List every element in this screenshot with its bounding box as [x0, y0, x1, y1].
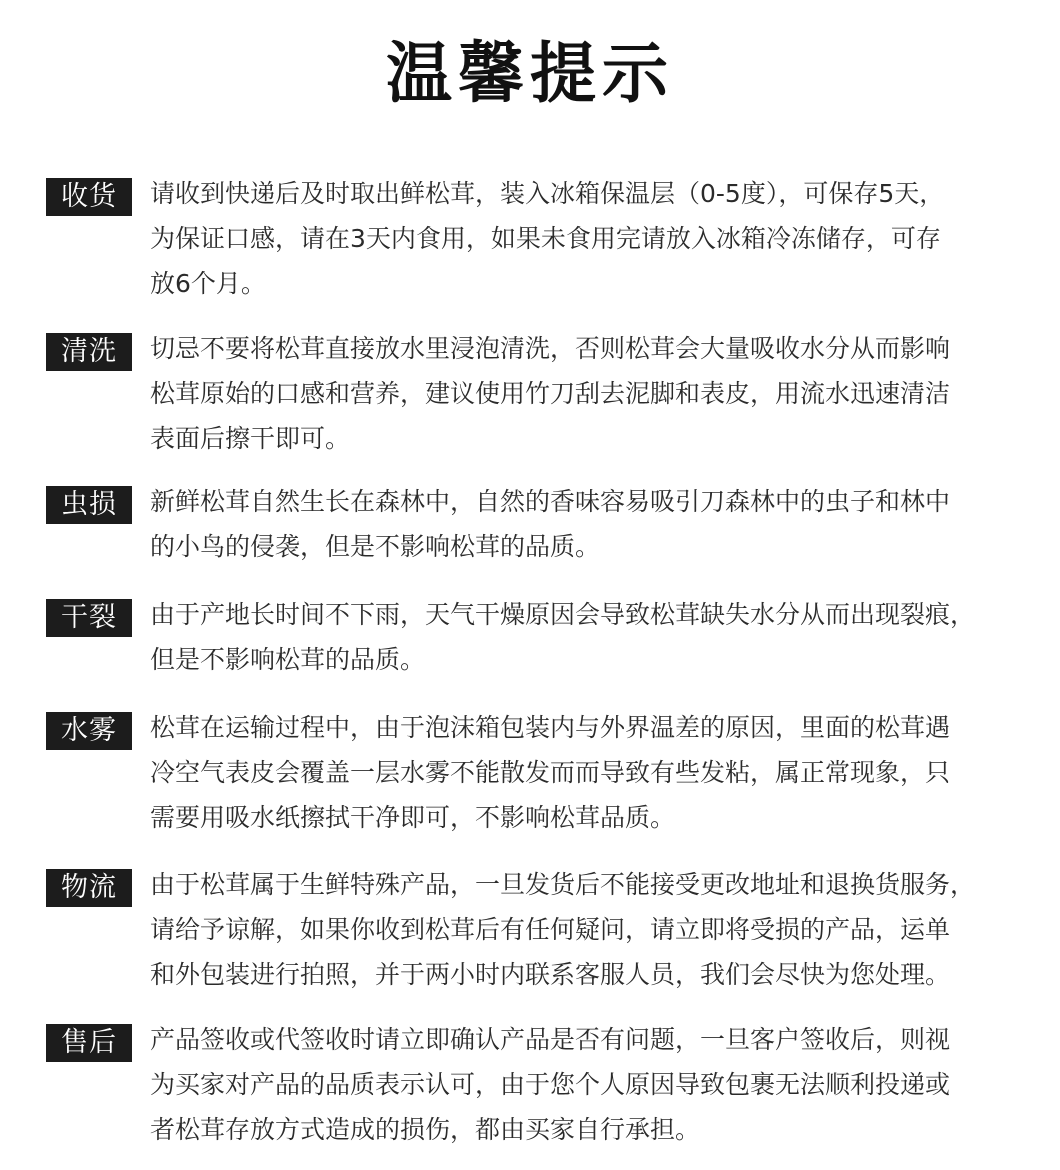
section-text: [150, 705, 1030, 840]
text-line: 放6个月。: [150, 269, 266, 298]
text-line: 者松茸存放方式造成的损伤，都由买家自行承担。: [150, 1115, 701, 1144]
text-line: 松茸在运输过程中，由于泡沫箱包装内与外界温差的原因，里面的松茸遇: [150, 713, 951, 742]
section-text: [150, 592, 1030, 682]
section-text: [150, 171, 1030, 306]
text-line: 请给予谅解，如果你收到松茸后有任何疑问，请立即将受损的产品，运单: [150, 915, 951, 944]
text-line: 表面后擦干即可。: [150, 424, 351, 453]
section-label: 虫损: [46, 486, 132, 524]
section-text: [150, 1017, 1030, 1152]
text-line: 产品签收或代签收时请立即确认产品是否有问题，一旦客户签收后，则视: [150, 1025, 951, 1054]
section-text: [150, 326, 1030, 461]
text-line: 和外包装进行拍照，并于两小时内联系客服人员，我们会尽快为您处理。: [150, 960, 951, 989]
text-line: 由于松茸属于生鲜特殊产品，一旦发货后不能接受更改地址和退换货服务，: [150, 870, 976, 899]
section-text: [150, 479, 1030, 569]
text-line: 切忌不要将松茸直接放水里浸泡清洗，否则松茸会大量吸收水分从而影响: [150, 334, 951, 363]
text-line: 为买家对产品的品质表示认可，由于您个人原因导致包裹无法顺利投递或: [150, 1070, 951, 1099]
text-line: 松茸原始的口感和营养，建议使用竹刀刮去泥脚和表皮，用流水迅速清洁: [150, 379, 951, 408]
section-label: 物流: [46, 869, 132, 907]
section-label: 干裂: [46, 599, 132, 637]
text-line: 由于产地长时间不下雨，天气干燥原因会导致松茸缺失水分从而出现裂痕，: [150, 600, 976, 629]
section-text: [150, 862, 1030, 997]
text-line: 的小鸟的侵袭，但是不影响松茸的品质。: [150, 532, 601, 561]
text-line: 请收到快递后及时取出鲜松茸，装入冰箱保温层（0-5度），可保存5天，: [150, 179, 945, 208]
text-line: 冷空气表皮会覆盖一层水雾不能散发而而导致有些发粘，属正常现象，只: [150, 758, 951, 787]
section-label: 水雾: [46, 712, 132, 750]
section-label: 售后: [46, 1024, 132, 1062]
text-line: 为保证口感，请在3天内食用，如果未食用完请放入冰箱冷冻储存，可存: [150, 224, 941, 253]
section-label: 清洗: [46, 333, 132, 371]
section-label: 收货: [46, 178, 132, 216]
text-line: 需要用吸水纸擦拭干净即可，不影响松茸品质。: [150, 803, 676, 832]
text-line: 新鲜松茸自然生长在森林中，自然的香味容易吸引刀森林中的虫子和林中: [150, 487, 951, 516]
text-line: 但是不影响松茸的品质。: [150, 645, 426, 674]
page-title: 温馨提示: [386, 34, 674, 112]
